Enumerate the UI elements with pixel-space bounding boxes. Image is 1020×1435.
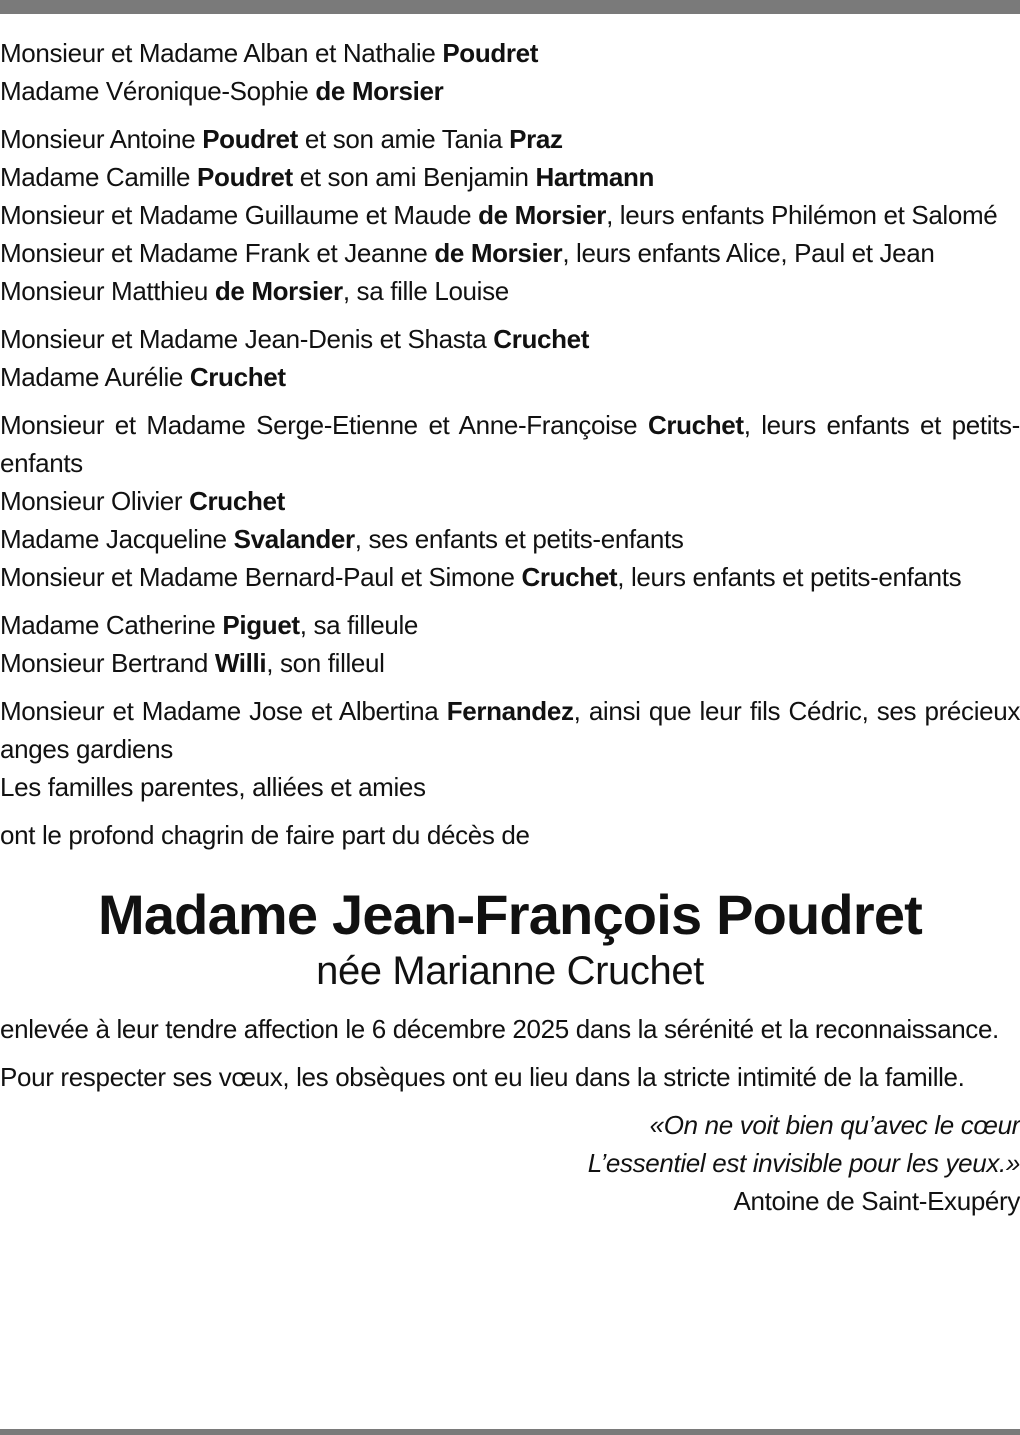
family-group [0,34,1020,110]
family-surname: Poudret [202,124,298,154]
family-line-text: Monsieur et Madame Jose et Albertina [0,696,447,726]
deceased-name: Madame Jean-François Poudret [97,883,923,946]
obituary-notice [0,34,1020,1220]
family-line-text: , sa fille Louise [342,276,509,306]
family-line-text: et son amie Tania [297,124,510,154]
family-surname: de Morsier [315,76,444,106]
family-surname: Cruchet [521,562,618,592]
family-surname: de Morsier [434,238,563,268]
family-list [0,34,1020,806]
family-line-text: Monsieur et Madame Guillaume et Maude [0,200,479,230]
quote-line-2: L’essentiel est invisible pour les yeux.» [587,1148,1020,1178]
family-surname: Cruchet [493,324,590,354]
family-line [0,520,1020,558]
family-line [0,558,1020,596]
family-line-text: , son filleul [266,648,385,678]
family-surname: Willi [214,648,267,678]
announcement-text: ont le profond chagrin de faire part du décès de [0,820,530,850]
family-surname: Piguet [222,610,300,640]
family-surname: Cruchet [189,362,286,392]
family-surname: Praz [509,124,563,154]
family-line-text: Madame Jacqueline [0,524,234,554]
family-line [0,768,1020,806]
family-line-text: Madame Aurélie [0,362,190,392]
family-line-text: Monsieur Matthieu [0,276,215,306]
top-rule [0,0,1020,14]
family-line-text: Les familles parentes, alliées et amies [0,772,426,802]
family-surname: Fernandez [446,696,574,726]
passing-paragraph: enlevée à leur tendre affection le 6 décembre 2025 dans la sérénité et la reconnaissance. [0,1014,999,1044]
family-line [0,234,1020,272]
family-line [0,606,1020,644]
family-line-text: Madame Véronique-Sophie [0,76,316,106]
family-line-text: , ses enfants et petits-enfants [354,524,684,554]
deceased-birth-name: née Marianne Cruchet [316,949,704,993]
family-surname: Poudret [197,162,293,192]
family-line-text: et son ami Benjamin [292,162,536,192]
family-group [0,406,1020,596]
family-line [0,482,1020,520]
family-line-text: Monsieur et Madame Frank et Jeanne [0,238,435,268]
family-line [0,320,1020,358]
family-line-text: Monsieur Bertrand [0,648,215,678]
family-surname: de Morsier [214,276,343,306]
family-line [0,692,1020,768]
family-group [0,320,1020,396]
family-line [0,158,1020,196]
family-line [0,72,1020,110]
family-surname: Hartmann [535,162,655,192]
family-line [0,196,1020,234]
family-group [0,120,1020,310]
family-group [0,692,1020,806]
family-line [0,406,1020,482]
funeral-paragraph: Pour respecter ses vœux, les obsèques ont eu lieu dans la stricte intimité de la famille. [0,1062,965,1092]
family-line [0,272,1020,310]
family-line-text: Madame Catherine [0,610,223,640]
family-line-text: Monsieur Olivier [0,486,190,516]
family-surname: Cruchet [647,410,744,440]
family-line [0,34,1020,72]
family-line-text: Monsieur et Madame Serge-Etienne et Anne-Françoise [0,410,648,440]
family-line-text: , sa filleule [299,610,419,640]
family-line [0,120,1020,158]
family-group [0,606,1020,682]
quote-line-1: «On ne voit bien qu’avec le cœur [649,1110,1020,1140]
family-line-text: Monsieur et Madame Alban et Nathalie [0,38,443,68]
family-line [0,644,1020,682]
family-surname: Svalander [233,524,355,554]
quote-author: Antoine de Saint-Exupéry [733,1186,1020,1216]
bottom-rule [0,1429,1020,1435]
family-line-text: , ainsi que leur fils Cédric, ses précieux anges gardiens [0,696,1020,764]
family-line-text: Monsieur et Madame Bernard-Paul et Simone [0,562,522,592]
family-line-text: , leurs enfants et petits-enfants [0,410,1020,478]
family-line-text: , leurs enfants et petits-enfants [617,562,962,592]
family-line [0,358,1020,396]
family-surname: de Morsier [478,200,607,230]
family-surname: Cruchet [189,486,285,516]
family-line-text: , leurs enfants Philémon et Salomé [606,200,998,230]
family-surname: Poudret [442,38,539,68]
family-line-text: , leurs enfants Alice, Paul et Jean [562,238,935,268]
family-line-text: Monsieur et Madame Jean-Denis et Shasta [0,324,494,354]
family-line-text: Madame Camille [0,162,198,192]
family-line-text: Monsieur Antoine [0,124,203,154]
